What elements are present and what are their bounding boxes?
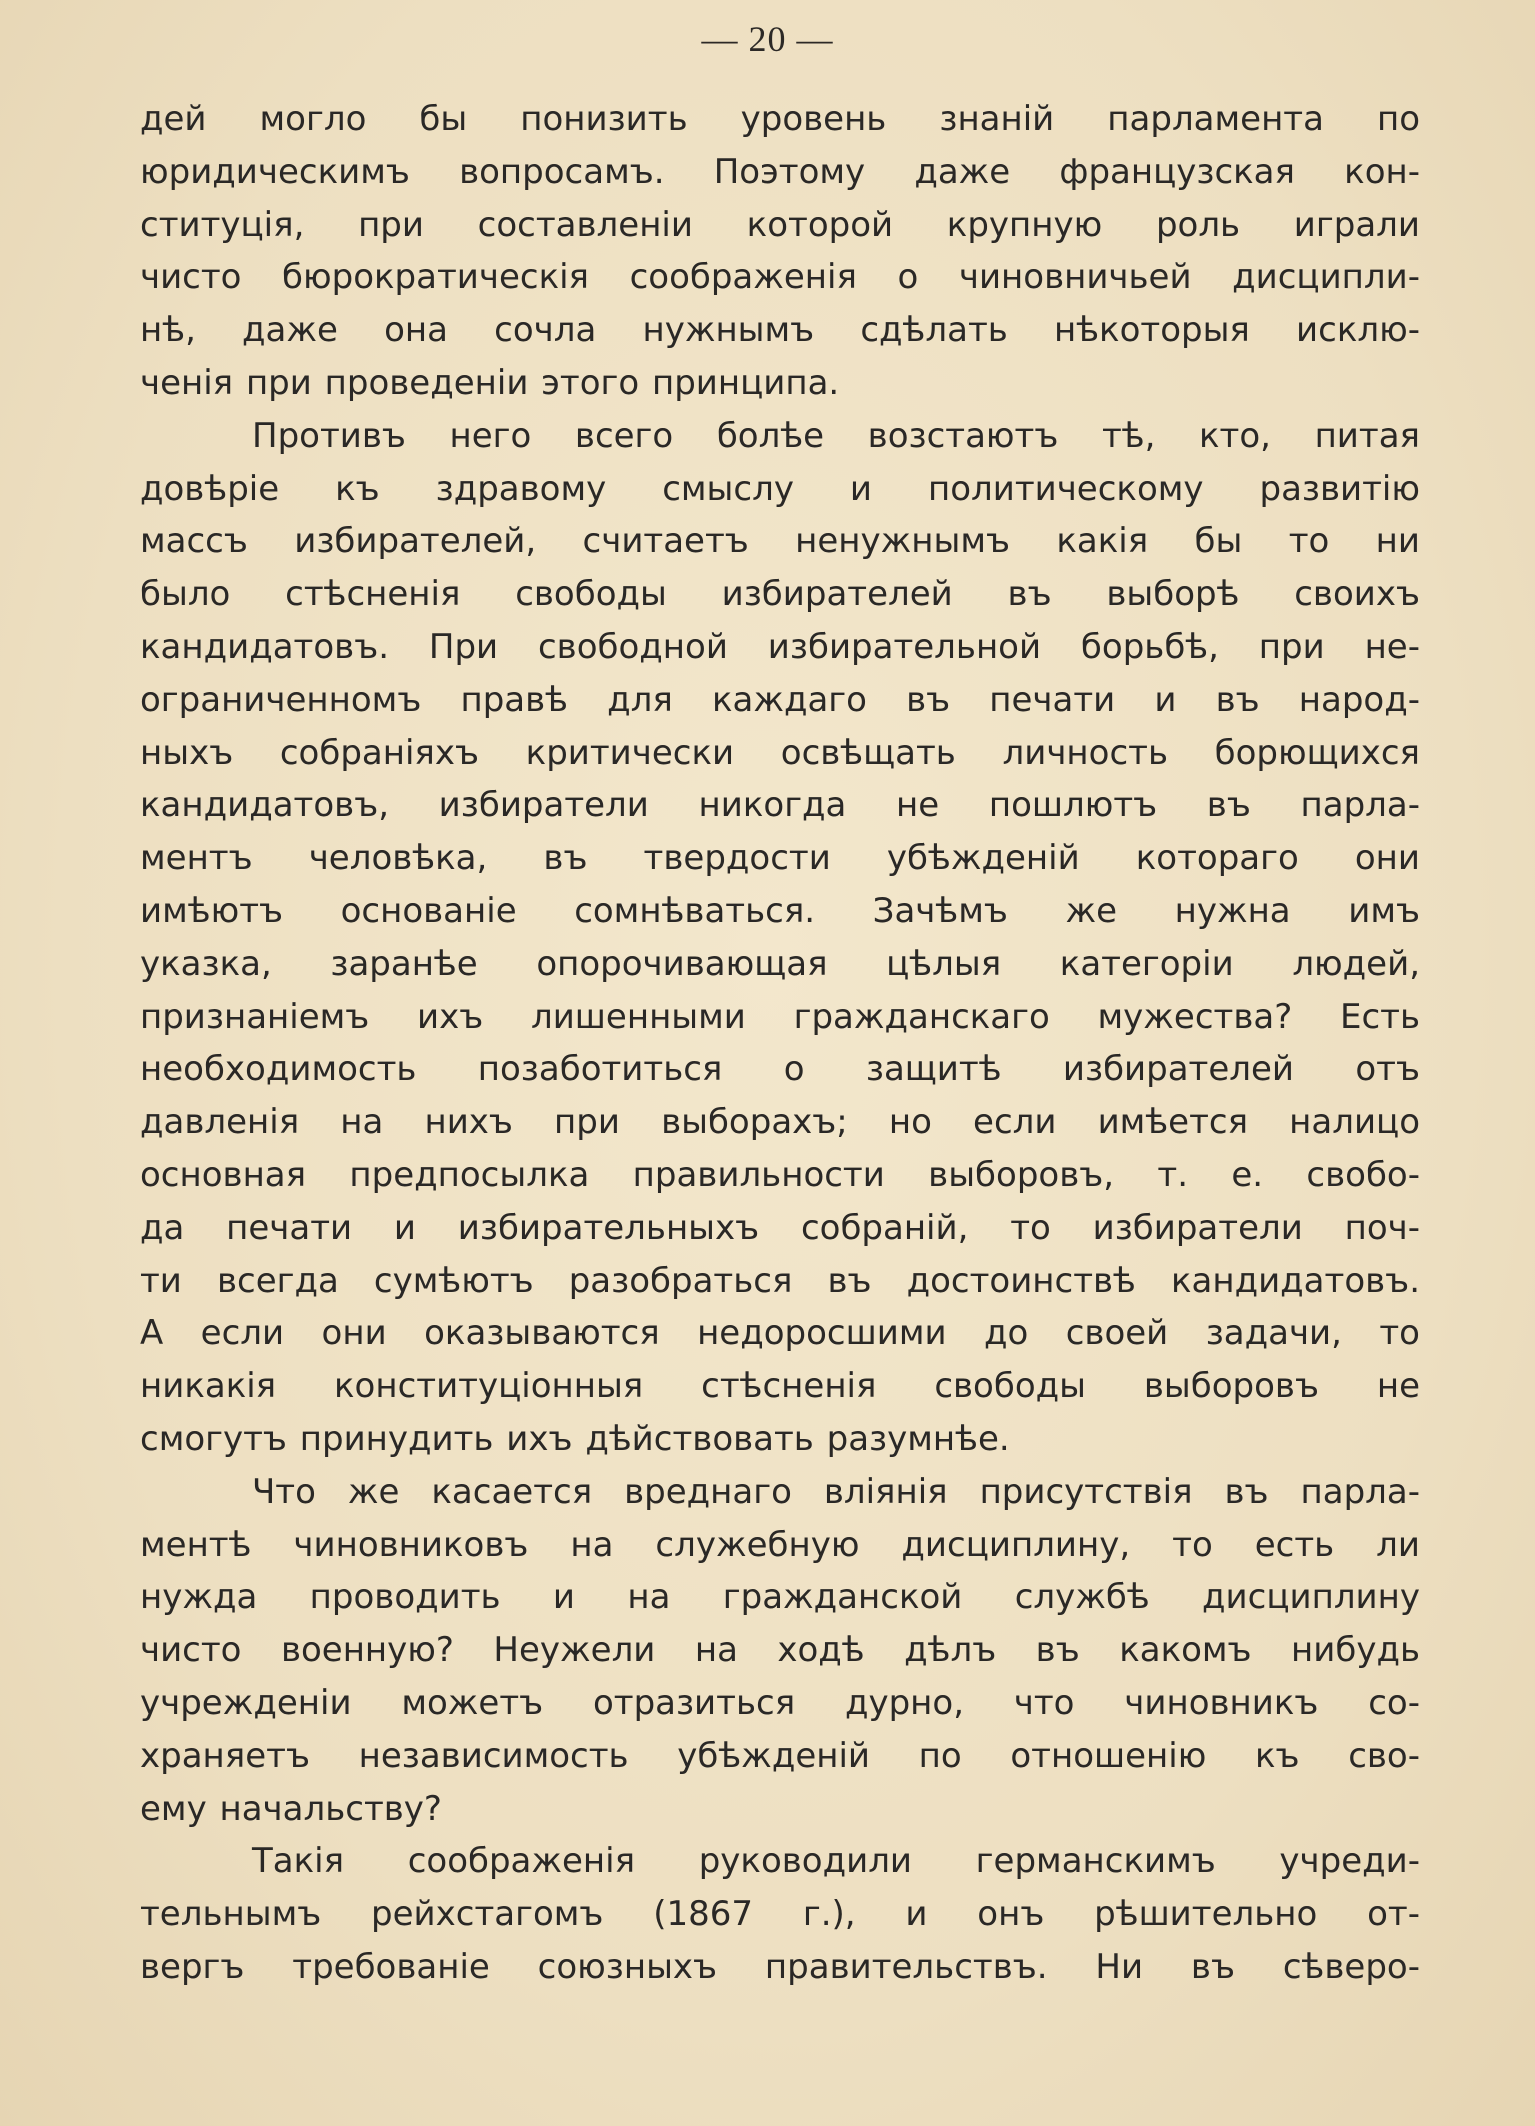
text-line: храняетъ независимость убѣжденій по отношенію къ сво- (140, 1735, 1420, 1776)
text-line: довѣріе къ здравому смыслу и политическому развитію (140, 468, 1420, 509)
text-line: ти всегда сумѣютъ разобраться въ достоинствѣ кандидатовъ. (140, 1260, 1420, 1301)
page-number: — 20 — (701, 19, 834, 59)
text-line: необходимость позаботиться о защитѣ избирателей отъ (140, 1049, 1420, 1090)
text-line: смогутъ принудить ихъ дѣйствовать разумнѣе. (140, 1418, 1010, 1459)
text-line: А если они оказываются недоросшими до своей задачи, то (140, 1313, 1420, 1354)
text-line: Что же касается вреднаго вліянія присутствія въ парла- (252, 1471, 1420, 1512)
text-line: чисто бюрократическія соображенія о чиновничьей дисципли- (140, 257, 1420, 298)
text-line: Такія соображенія руководили германскимъ учреди- (252, 1841, 1420, 1882)
text-line: кандидатовъ, избиратели никогда не пошлютъ въ парла- (140, 785, 1420, 826)
text-line: ему начальству? (140, 1788, 442, 1829)
text-line: ченія при проведеніи этого принципа. (140, 362, 840, 403)
text-line: указка, заранѣе опорочивающая цѣлыя категоріи людей, (140, 943, 1420, 984)
text-line: Противъ него всего болѣе возстаютъ тѣ, кто, питая (252, 415, 1420, 456)
text-line: давленія на нихъ при выборахъ; но если имѣется налицо (140, 1102, 1420, 1143)
text-line: кандидатовъ. При свободной избирательной борьбѣ, при не- (140, 626, 1420, 667)
text-line: дей могло бы понизить уровень знаній парламента по (140, 99, 1420, 139)
text-line: учрежденіи можетъ отразиться дурно, что чиновникъ со- (140, 1682, 1420, 1723)
text-line: чисто военную? Неужели на ходѣ дѣлъ въ какомъ нибудь (140, 1630, 1420, 1671)
text-line: ограниченномъ правѣ для каждаго въ печати и въ народ- (140, 679, 1420, 720)
text-line: основная предпосылка правильности выборовъ, т. е. свобо- (140, 1154, 1420, 1195)
body-text (140, 93, 1420, 1994)
text-line: ментъ человѣка, въ твердости убѣжденій котораго они (140, 838, 1420, 879)
text-line: ституція, при составленіи которой крупную роль играли (140, 204, 1420, 245)
text-line: имѣютъ основаніе сомнѣваться. Зачѣмъ же нужна имъ (140, 890, 1420, 931)
text-line: нужда проводить и на гражданской службѣ дисциплину (140, 1577, 1420, 1618)
text-line: тельнымъ рейхстагомъ (1867 г.), и онъ рѣшительно от- (140, 1894, 1420, 1935)
text-line: ныхъ собраніяхъ критически освѣщать личность борющихся (140, 732, 1420, 773)
text-line: юридическимъ вопросамъ. Поэтому даже французская кон- (140, 151, 1420, 192)
text-line: массъ избирателей, считаетъ ненужнымъ какія бы то ни (140, 521, 1420, 562)
text-line: было стѣсненія свободы избирателей въ выборѣ своихъ (140, 574, 1420, 615)
text-line: вергъ требованіе союзныхъ правительствъ. Ни въ сѣверо- (140, 1946, 1420, 1987)
text-line: признаніемъ ихъ лишенными гражданскаго мужества? Есть (140, 996, 1420, 1037)
text-line: да печати и избирательныхъ собраній, то избиратели поч- (140, 1207, 1420, 1248)
text-line: ментѣ чиновниковъ на служебную дисциплину, то есть ли (140, 1524, 1420, 1565)
text-line: никакія конституціонныя стѣсненія свободы выборовъ не (140, 1366, 1420, 1407)
text-line: нѣ, даже она сочла нужнымъ сдѣлать нѣкоторыя исклю- (140, 310, 1420, 351)
